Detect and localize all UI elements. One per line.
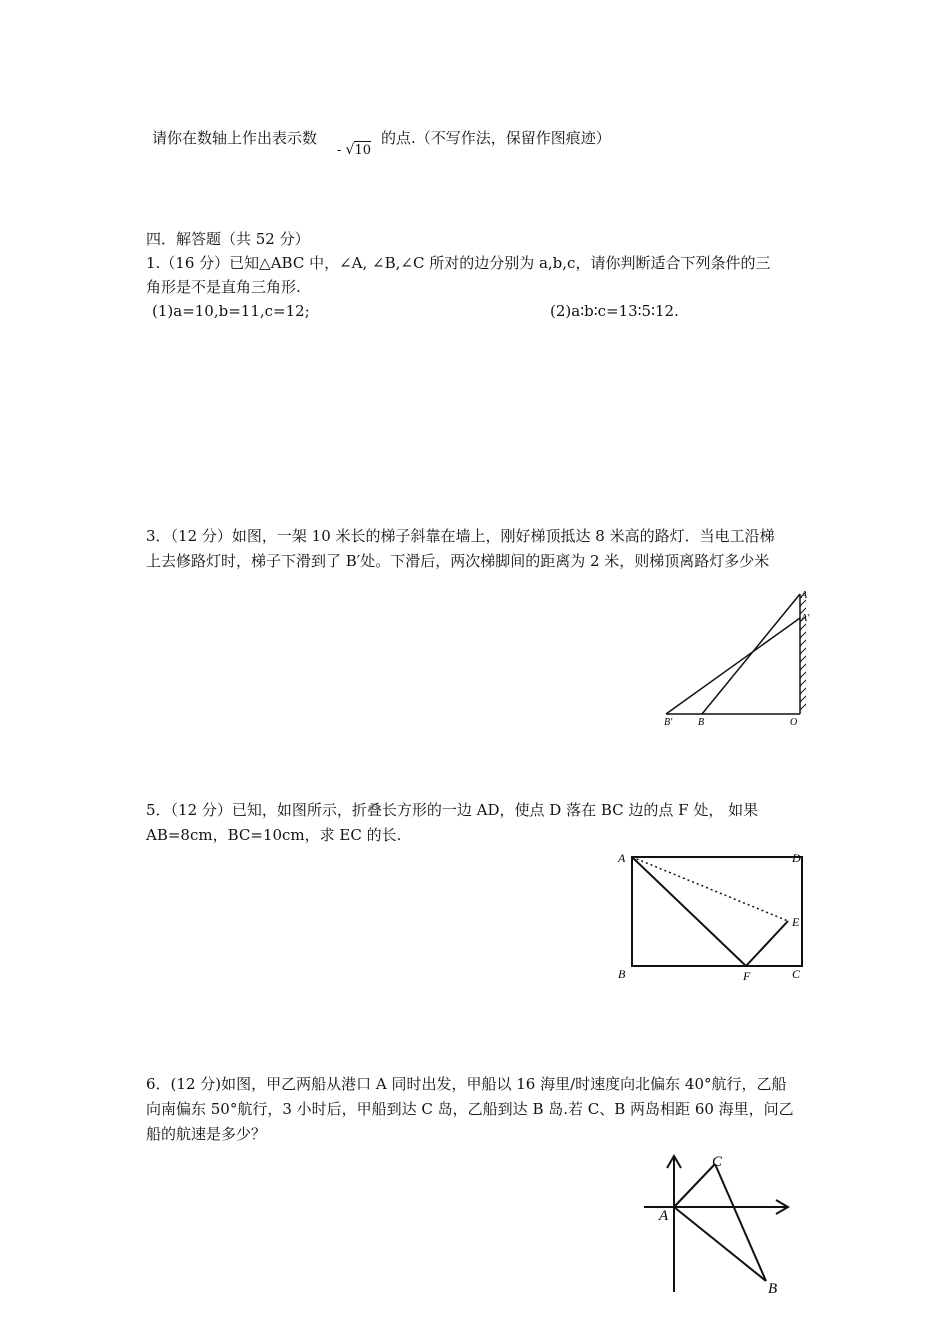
ladder-figure — [660, 588, 820, 738]
q3-line2: 上去修路灯时，梯子下滑到了 B′处。下滑后，两次梯脚间的距离为 2 米，则梯顶离路灯多少米 — [146, 552, 770, 570]
segment-CB — [715, 1164, 766, 1281]
label-O: O — [790, 717, 798, 728]
segment-FE — [746, 921, 788, 966]
q6-line3: 船的航速是多少？ — [146, 1125, 267, 1143]
label-A-prime: A′ — [801, 613, 810, 624]
q6-line2: 向南偏东 50°航行，3 小时后，甲船到达 C 岛，乙船到达 B 岛.若 C、B 两岛相距 60 海里，问乙 — [146, 1100, 794, 1118]
rectangle-ABCD — [632, 857, 802, 966]
label-B: B — [698, 717, 705, 728]
label-A: A — [659, 1208, 669, 1224]
label-F: F — [743, 969, 751, 983]
negative-sqrt-10: - √10 — [337, 142, 372, 158]
label-C: C — [712, 1154, 723, 1170]
q6-line1: 6．(12 分)如图，甲乙两船从港口 A 同时出发，甲船以 16 海里/时速度向北偏东 40°航行，乙船 — [146, 1075, 787, 1093]
label-B-prime: B′ — [664, 717, 673, 728]
q3-line1: 3．（12 分）如图，一架 10 米长的梯子斜靠在墙上，刚好梯顶抵达 8 米高的路灯．当电工沿梯 — [146, 527, 775, 545]
label-B: B — [768, 1281, 778, 1297]
section-title: 四．解答题（共 52 分） — [146, 230, 310, 248]
wall-hatching — [800, 592, 806, 710]
label-D: D — [792, 851, 801, 865]
label-A: A — [801, 590, 808, 601]
intro-text-after: 的点.（不写作法，保留作图痕迹） — [381, 129, 611, 147]
ladder-after — [666, 618, 800, 714]
q1-line1: 1.（16 分）已知△ABC 中，∠A, ∠B,∠C 所对的边分别为 a,b,c，请你判断适合下列条件的三 — [146, 254, 771, 272]
q5-line2: AB=8cm，BC=10cm，求 EC 的长. — [146, 826, 402, 844]
segment-AC — [674, 1164, 715, 1207]
segment-AF — [632, 857, 746, 966]
rectangle-fold-figure — [612, 848, 812, 988]
label-A: A — [618, 851, 626, 865]
label-E: E — [792, 915, 800, 929]
q1-part1: (1)a=10,b=11,c=12; — [152, 302, 310, 320]
minus-sign: - — [337, 143, 342, 158]
fold-line-AE — [632, 857, 788, 921]
label-B: B — [618, 967, 626, 981]
radicand: 10 — [354, 143, 372, 158]
label-C: C — [792, 967, 801, 981]
q5-line1: 5．（12 分）已知，如图所示，折叠长方形的一边 AD，使点 D 落在 BC 边的点 F 处， 如果 — [146, 801, 759, 819]
segment-AB — [674, 1207, 766, 1281]
q1-part2: (2)a∶b∶c=13∶5∶12. — [550, 302, 679, 320]
q1-line2: 角形是不是直角三角形. — [146, 278, 301, 296]
ships-figure — [640, 1150, 800, 1300]
intro-text-before: 请你在数轴上作出表示数 — [152, 129, 318, 147]
